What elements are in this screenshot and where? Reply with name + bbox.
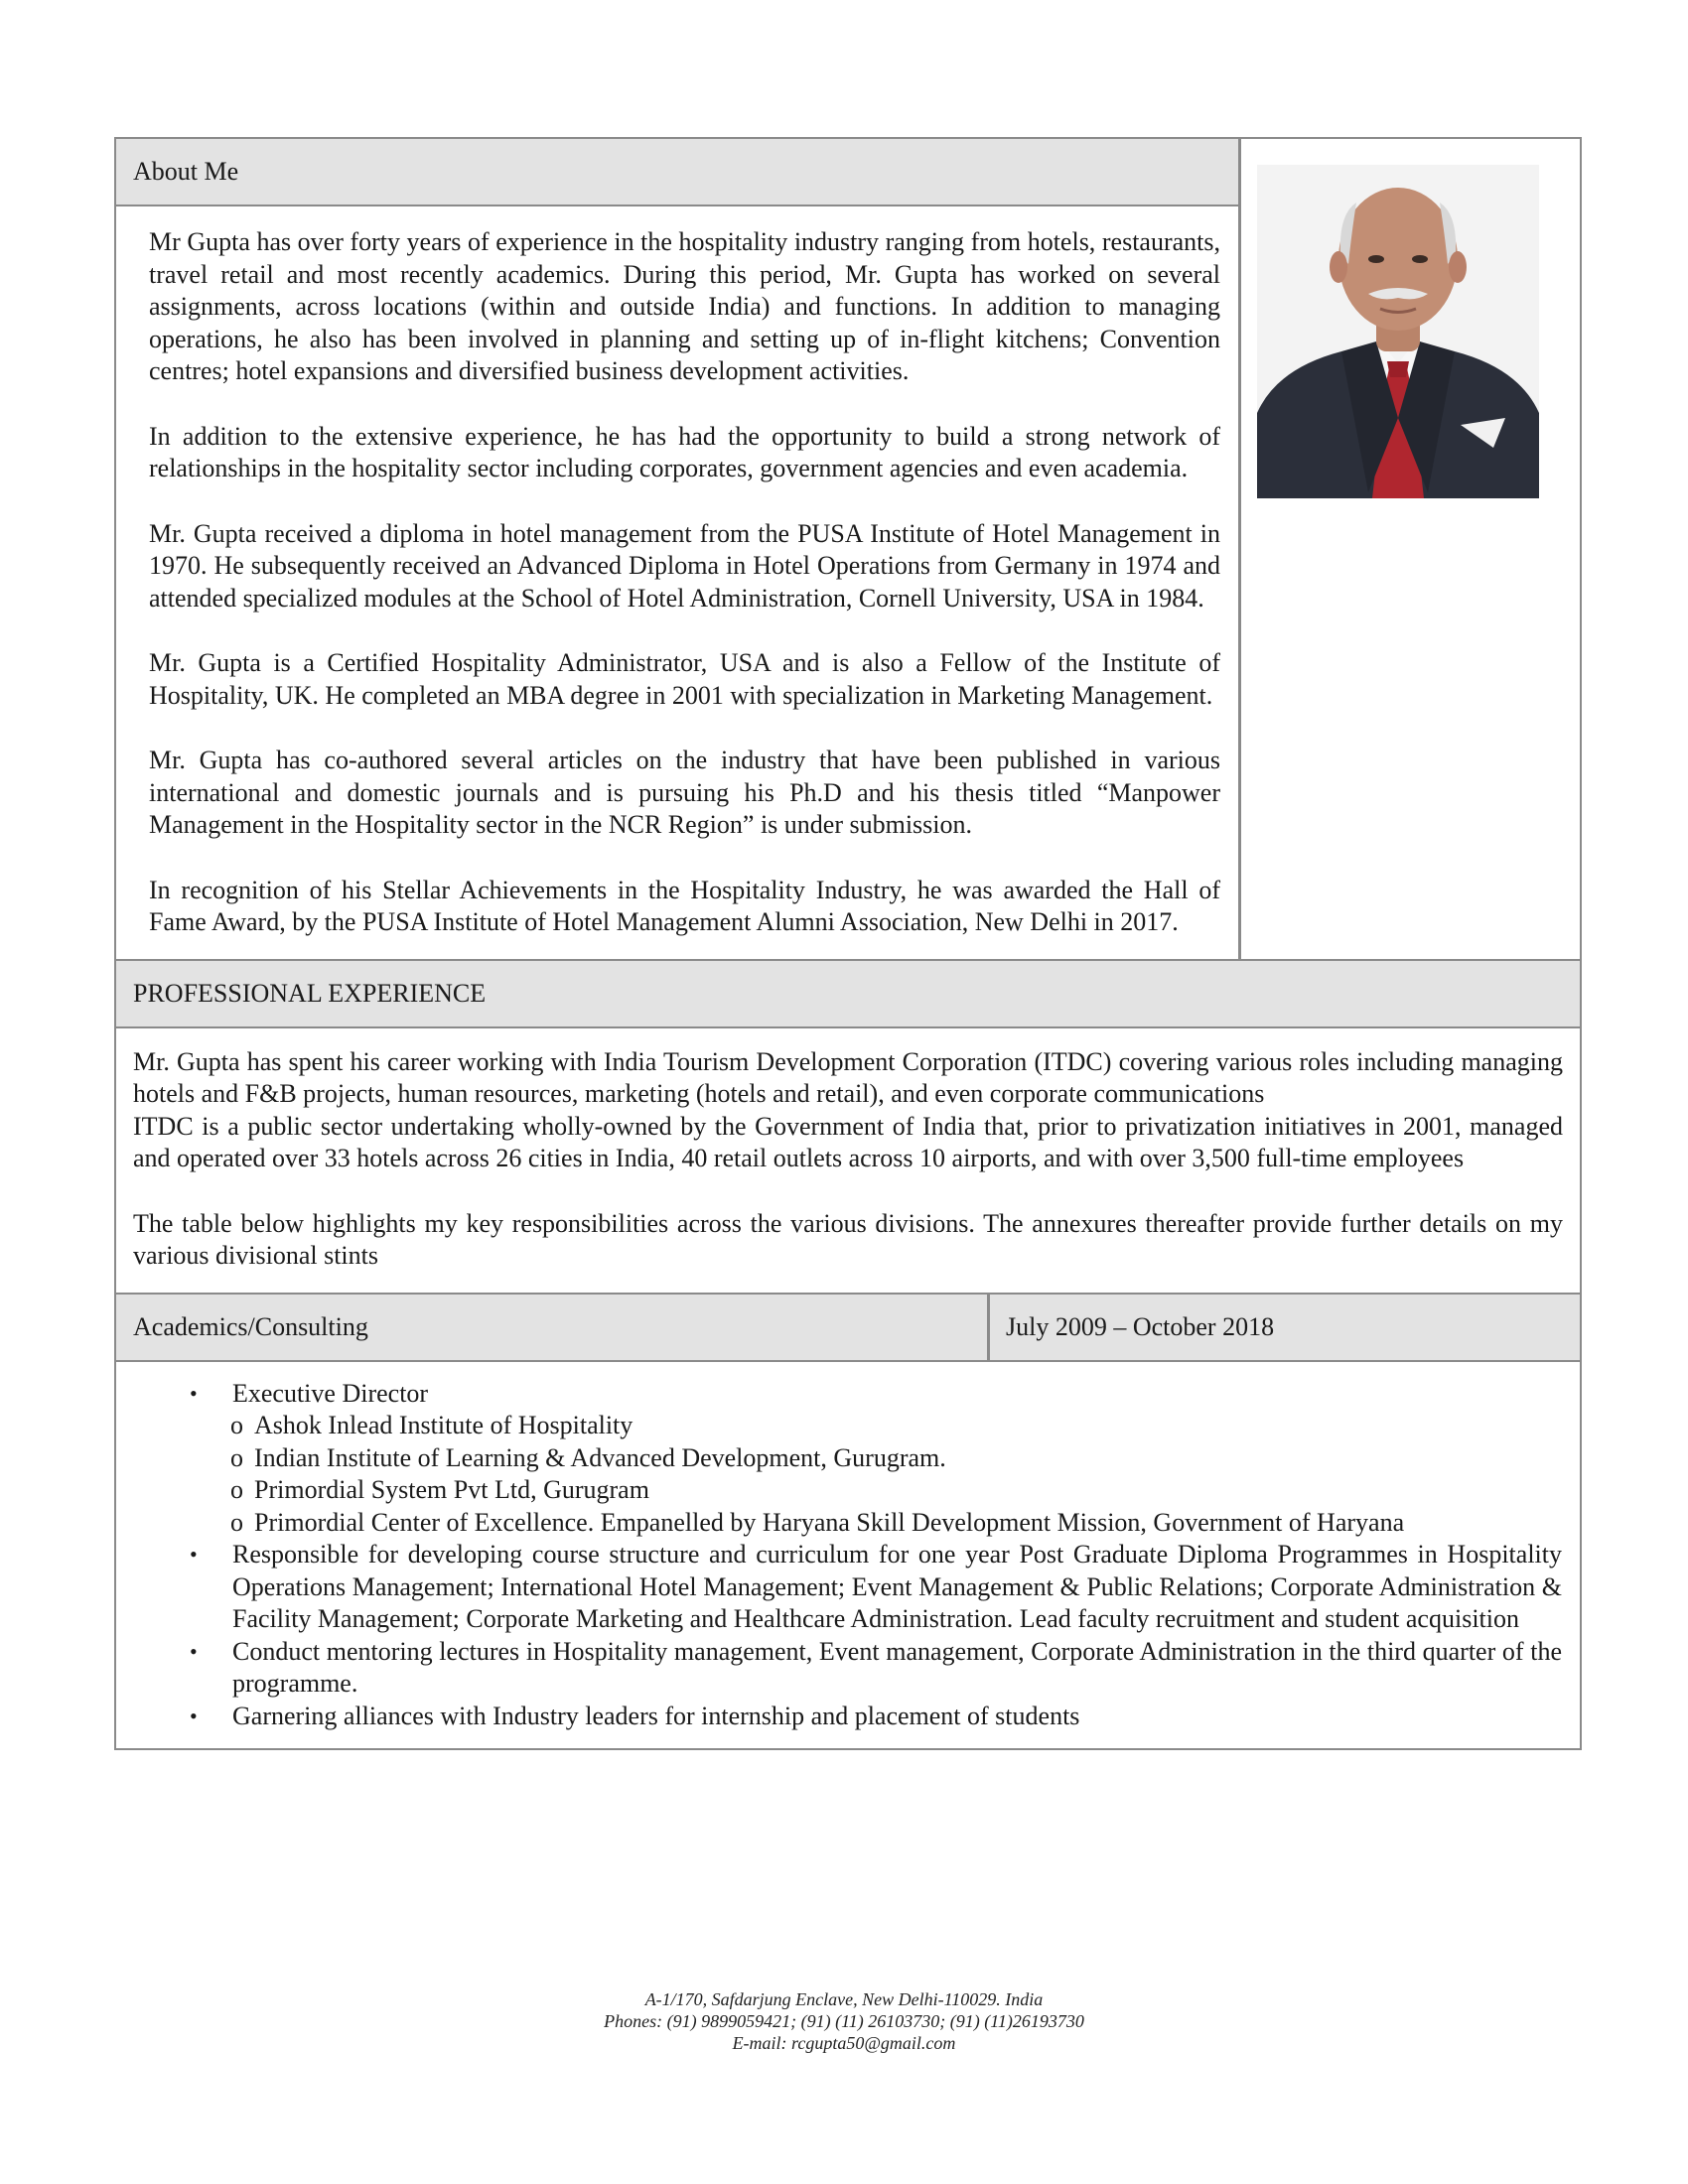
- academics-body: [116, 1362, 1580, 1749]
- organisation-item: [133, 1442, 1562, 1475]
- footer-email: E-mail: rcgupta50@gmail.com: [732, 2033, 956, 2053]
- organisation-item: [133, 1507, 1562, 1540]
- organisation-list: [232, 1410, 1562, 1539]
- academics-period: July 2009 – October 2018: [990, 1295, 1580, 1360]
- responsibility-text: Conduct mentoring lectures in Hospitality management, Event management, Corporate Administration in the third quarter of the programme.: [232, 1636, 1562, 1698]
- sub-bullet-icon: o: [230, 1411, 243, 1439]
- organisation-item: [133, 1410, 1562, 1442]
- list-item: [133, 1701, 1562, 1733]
- about-paragraph: Mr Gupta has over forty years of experience in the hospitality industry ranging from hotels, restaurants, travel retail and most recently academics. During this period, Mr. Gupta has worked on several assignments, across locations (within and outside India) and functions. In addition to managing operations, he also has been involved in planning and setting up of in-flight kitchens; Convention centres; hotel expansions and diversified business development activities.: [149, 227, 1220, 385]
- list-item: [133, 1539, 1562, 1636]
- role-title: Executive Director: [232, 1378, 429, 1408]
- organisation-name: Ashok Inlead Institute of Hospitality: [254, 1411, 633, 1439]
- organisation-name: Indian Institute of Learning & Advanced Development, Gurugram.: [254, 1442, 946, 1472]
- about-paragraph: Mr. Gupta is a Certified Hospitality Administrator, USA and is also a Fellow of the Institute of Hospitality, UK. He completed an MBA degree in 2001 with specialization in Marketing Management.: [149, 648, 1220, 710]
- about-paragraph: In addition to the extensive experience, he has had the opportunity to build a strong network of relationships in the hospitality sector including corporates, government agencies and even academia.: [149, 421, 1220, 482]
- bullet-icon: •: [190, 1380, 198, 1406]
- portrait-illustration: [1257, 165, 1539, 498]
- academics-title: Academics/Consulting: [116, 1295, 990, 1360]
- about-paragraph: Mr. Gupta has co-authored several articles on the industry that have been published in various international and domestic journals and is pursuing his Ph.D and his thesis titled “Manpower Management in the Hospitality sector in the NCR Region” is under submission.: [149, 746, 1220, 839]
- experience-paragraph: Mr. Gupta has spent his career working with India Tourism Development Corporation (ITDC) covering various roles including managing hotels and F&B projects, human resources, marketing (hotels and retail), and even corporate communications: [133, 1046, 1563, 1108]
- organisation-name: Primordial System Pvt Ltd, Gurugram: [254, 1475, 649, 1504]
- photo-column: [1241, 139, 1580, 959]
- about-section: [116, 139, 1580, 961]
- about-paragraph: In recognition of his Stellar Achievements in the Hospitality Industry, he was awarded the Hall of Fame Award, by the PUSA Institute of Hotel Management Alumni Association, New Delhi in 2017.: [149, 875, 1220, 936]
- about-body: [116, 206, 1238, 959]
- portrait-photo: [1257, 165, 1539, 498]
- academics-header-row: [116, 1295, 1580, 1362]
- responsibility-list: [133, 1378, 1562, 1733]
- sub-bullet-icon: o: [230, 1475, 243, 1504]
- responsibility-text: Responsible for developing course structure and curriculum for one year Post Graduate Diploma Programmes in Hospitality Operations Management; International Hotel Management; Event Management & Public Relations; Corporate Administration & Facility Management; Corporate Marketing and Healthcare Administration. Lead faculty recruitment and student acquisition: [232, 1540, 1562, 1633]
- organisation-item: [133, 1474, 1562, 1507]
- experience-paragraph: ITDC is a public sector undertaking wholly-owned by the Government of India that, prior to privatization initiatives in 2001, managed and operated over 33 hotels across 26 cities in India, 40 retail outlets across 10 airports, and with over 3,500 full-time employees: [133, 1111, 1563, 1172]
- about-left-column: [116, 139, 1241, 959]
- bullet-icon: •: [190, 1703, 198, 1728]
- footer-phones: Phones: (91) 9899059421; (91) (11) 26103730; (91) (11)26193730: [604, 2011, 1084, 2031]
- resume-document: [114, 137, 1582, 1750]
- footer-address: A-1/170, Safdarjung Enclave, New Delhi-110029. India: [644, 1989, 1044, 2009]
- bullet-icon: •: [190, 1542, 198, 1567]
- organisation-name: Primordial Center of Excellence. Empanelled by Haryana Skill Development Mission, Government of Haryana: [254, 1507, 1405, 1537]
- list-item: [133, 1636, 1562, 1701]
- bullet-icon: •: [190, 1638, 198, 1664]
- experience-heading: PROFESSIONAL EXPERIENCE: [116, 961, 1580, 1028]
- sub-bullet-icon: o: [230, 1507, 243, 1537]
- about-heading: About Me: [116, 139, 1238, 206]
- page-footer: [0, 1988, 1688, 2054]
- list-item: [133, 1378, 1562, 1540]
- experience-body: [116, 1028, 1580, 1295]
- responsibility-text: Garnering alliances with Industry leaders for internship and placement of students: [232, 1701, 1080, 1730]
- experience-paragraph: The table below highlights my key responsibilities across the various divisions. The annexures thereafter provide further details on my various divisional stints: [133, 1208, 1563, 1270]
- about-paragraph: Mr. Gupta received a diploma in hotel management from the PUSA Institute of Hotel Management in 1970. He subsequently received an Advanced Diploma in Hotel Operations from Germany in 1974 and attended specialized modules at the School of Hotel Administration, Cornell University, USA in 1984.: [149, 518, 1220, 613]
- sub-bullet-icon: o: [230, 1442, 243, 1472]
